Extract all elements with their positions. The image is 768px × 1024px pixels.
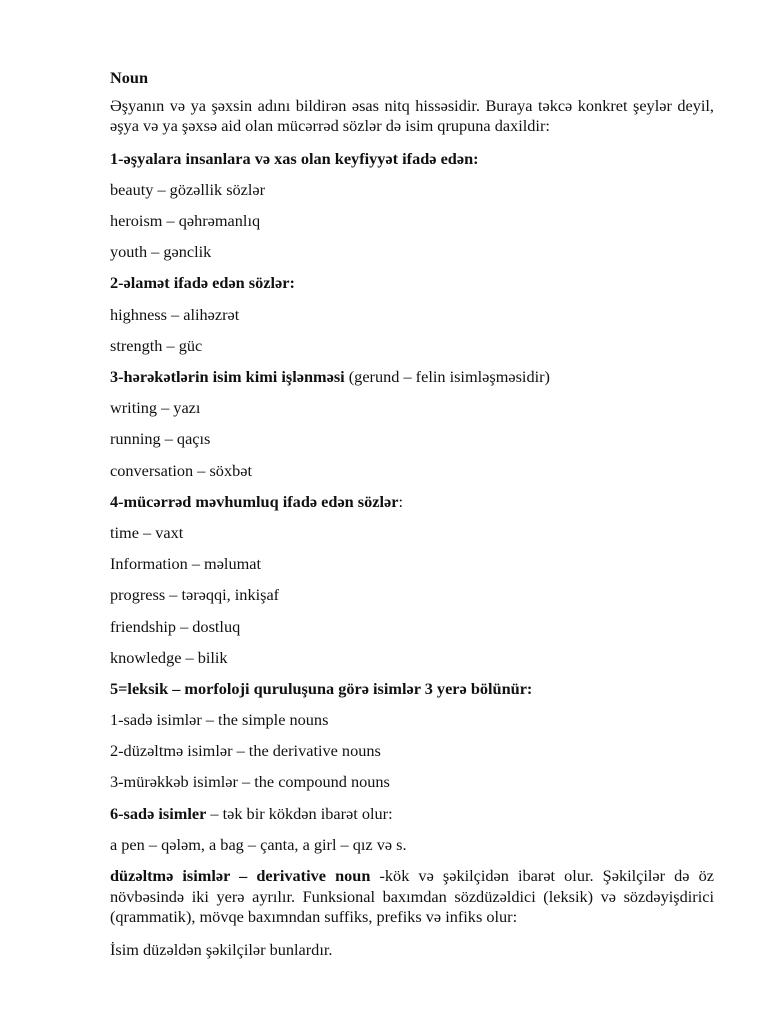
list-item: time – vaxt bbox=[110, 522, 184, 542]
list-item: a pen – qələm, a bag – çanta, a girl – qız və s. bbox=[110, 834, 407, 854]
section4-heading-rest: : bbox=[398, 491, 404, 511]
section6-heading: 6-sadə isimler bbox=[110, 803, 207, 823]
section4-heading-line bbox=[110, 492, 714, 511]
list-item: writing – yazı bbox=[110, 398, 201, 418]
list-item: conversation – söxbət bbox=[110, 460, 252, 480]
last-line: İsim düzəldən şəkilçilər bunlardır. bbox=[110, 939, 333, 959]
section3-heading-line bbox=[110, 367, 714, 386]
document-title: Noun bbox=[110, 68, 149, 87]
derivative-heading: düzəltmə isimlər – derivative noun bbox=[110, 866, 371, 885]
section3-heading-rest: (gerund – felin isimləşməsidir) bbox=[344, 367, 550, 386]
list-item: 3-mürəkkəb isimlər – the compound nouns bbox=[110, 772, 390, 792]
section2-heading: 2-əlamət ifadə edən sözlər: bbox=[110, 273, 295, 293]
section3-heading: 3-hərəkətlərin isim kimi işlənməsi bbox=[110, 367, 345, 386]
list-item: youth – gənclik bbox=[110, 242, 212, 262]
list-item: 2-düzəltmə isimlər – the derivative nouns bbox=[110, 741, 381, 761]
list-item: 1-sadə isimlər – the simple nouns bbox=[110, 710, 329, 730]
list-item: knowledge – bilik bbox=[110, 647, 228, 667]
list-item: beauty – gözəllik sözlər bbox=[110, 179, 266, 199]
derivative-text: -kök və şəkilçidən ibarət olur. Şəkilçilər də öz növbəsində iki yerə ayrılır. Funksional baxımdan sözdüzəldici (leksik) və sözdəyişdirici (qrammatik), mövqe baxımndan suffiks, prefiks və infiks olur: bbox=[110, 866, 714, 926]
document-page bbox=[110, 68, 714, 971]
section6-heading-line bbox=[110, 804, 714, 823]
section6-heading-rest: – tək bir kökdən ibarət olur: bbox=[206, 803, 393, 823]
section1-heading: 1-əşyalara insanlara və xas olan keyfiyyət ifadə edən: bbox=[110, 148, 479, 168]
list-item: progress – tərəqqi, inkişaf bbox=[110, 585, 280, 605]
list-item: highness – alihəzrət bbox=[110, 304, 240, 324]
list-item: heroism – qəhrəmanlıq bbox=[110, 211, 261, 231]
list-item: strength – güc bbox=[110, 335, 203, 355]
list-item: Information – məlumat bbox=[110, 554, 262, 574]
section4-heading: 4-mücərrəd məvhumluq ifadə edən sözlər bbox=[110, 491, 399, 511]
list-item: friendship – dostluq bbox=[110, 616, 241, 636]
list-item: running – qaçıs bbox=[110, 429, 211, 449]
section5-heading: 5=leksik – morfoloji quruluşuna görə isimlər 3 yerə bölünür: bbox=[110, 678, 533, 698]
intro-paragraph: Əşyanın və ya şəxsin adını bildirən əsas nitq hissəsidir. Buraya təkcə konkret şeylər deyil, əşya və ya şəxsə aid olan mücərrəd sözlər də isim qrupuna daxildir: bbox=[110, 95, 714, 135]
derivative-paragraph bbox=[110, 866, 714, 928]
